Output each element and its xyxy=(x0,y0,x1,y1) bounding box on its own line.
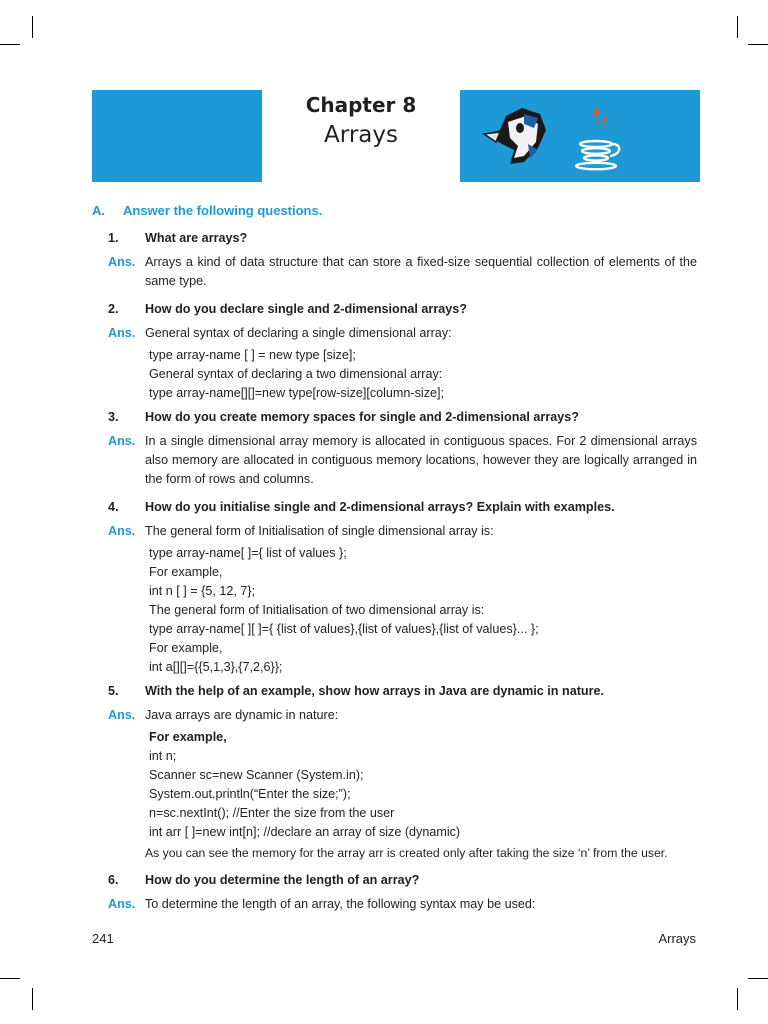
code-line: int a[][]={{5,1,3},{7,2,6}}; xyxy=(149,660,283,674)
code-line: type array-name [ ] = new type [size]; xyxy=(149,348,356,362)
running-title: Arrays xyxy=(658,931,696,946)
code-line: int arr [ ]=new int[n]; //declare an array of size (dynamic) xyxy=(149,825,461,839)
answer-line: For example, xyxy=(149,641,223,655)
answer-line: The general form of Initialisation of single dimensional array is: xyxy=(145,524,494,538)
question-text: How do you determine the length of an array? xyxy=(145,873,420,887)
answer-label: Ans. xyxy=(108,434,136,448)
crop-mark xyxy=(737,988,738,1010)
question-text: How do you declare single and 2-dimensional arrays? xyxy=(145,302,467,316)
code-line: System.out.println(“Enter the size;”); xyxy=(149,787,351,801)
section-heading xyxy=(92,203,322,218)
answer-text: In a single dimensional array memory is allocated in contiguous spaces. For 2 dimensional arrays also memory are allocated in contiguous memory locations, however they are logically arranged in the form of rows and columns. xyxy=(145,434,697,486)
answer-line: General syntax of declaring a single dimensional array: xyxy=(145,326,452,340)
answer-label: Ans. xyxy=(108,524,136,538)
answer-line: Java arrays are dynamic in nature: xyxy=(145,708,339,722)
code-line: int n [ ] = {5, 12, 7}; xyxy=(149,584,256,598)
code-line: type array-name[ ]={ list of values }; xyxy=(149,546,347,560)
answer-line: General syntax of declaring a two dimensional array: xyxy=(149,367,443,381)
crop-mark xyxy=(737,16,738,38)
banner-left-block xyxy=(92,90,262,182)
page-number: 241 xyxy=(92,931,114,946)
section-label: A. xyxy=(92,203,105,218)
answer-label: Ans. xyxy=(108,255,136,269)
answer-label: Ans. xyxy=(108,708,136,722)
question-text: What are arrays? xyxy=(145,231,248,245)
answer-label: Ans. xyxy=(108,897,136,911)
section-title: Answer the following questions. xyxy=(123,203,323,218)
code-line: n=sc.nextInt(); //Enter the size from the user xyxy=(149,806,395,820)
crop-mark xyxy=(32,16,33,38)
answer-text: Arrays a kind of data structure that can store a fixed-size sequential collection of elements of the same type. xyxy=(145,255,697,288)
question-number: 5. xyxy=(108,684,119,698)
code-line: type array-name[ ][ ]={ {list of values},{list of values},{list of values}... }; xyxy=(149,622,539,636)
question-number: 1. xyxy=(108,231,119,245)
question-number: 3. xyxy=(108,410,119,424)
chapter-number: Chapter 8 xyxy=(305,93,417,117)
question-number: 4. xyxy=(108,500,119,514)
question-text: How do you initialise single and 2-dimensional arrays? Explain with examples. xyxy=(145,500,615,514)
code-line: int n; xyxy=(149,749,177,763)
crop-mark xyxy=(32,988,33,1010)
question-number: 2. xyxy=(108,302,119,316)
crop-mark xyxy=(748,978,768,979)
example-label: For example, xyxy=(149,730,227,744)
code-line: type array-name[][]=new type[row-size][column-size]; xyxy=(149,386,445,400)
code-line: Scanner sc=new Scanner (System.in); xyxy=(149,768,364,782)
bluej-bird-icon xyxy=(480,104,550,168)
question-text: With the help of an example, show how arrays in Java are dynamic in nature. xyxy=(145,684,604,698)
question-text: How do you create memory spaces for single and 2-dimensional arrays? xyxy=(145,410,579,424)
question-number: 6. xyxy=(108,873,119,887)
crop-mark xyxy=(0,44,20,45)
answer-line: The general form of Initialisation of two dimensional array is: xyxy=(149,603,485,617)
answer-line: As you can see the memory for the array arr is created only after taking the size ‘n’ from the user. xyxy=(145,846,668,860)
crop-mark xyxy=(748,44,768,45)
chapter-title: Arrays xyxy=(324,122,398,148)
java-cup-icon xyxy=(572,106,624,172)
answer-label: Ans. xyxy=(108,326,136,340)
crop-mark xyxy=(0,978,20,979)
answer-line: To determine the length of an array, the following syntax may be used: xyxy=(145,897,536,911)
answer-line: For example, xyxy=(149,565,223,579)
